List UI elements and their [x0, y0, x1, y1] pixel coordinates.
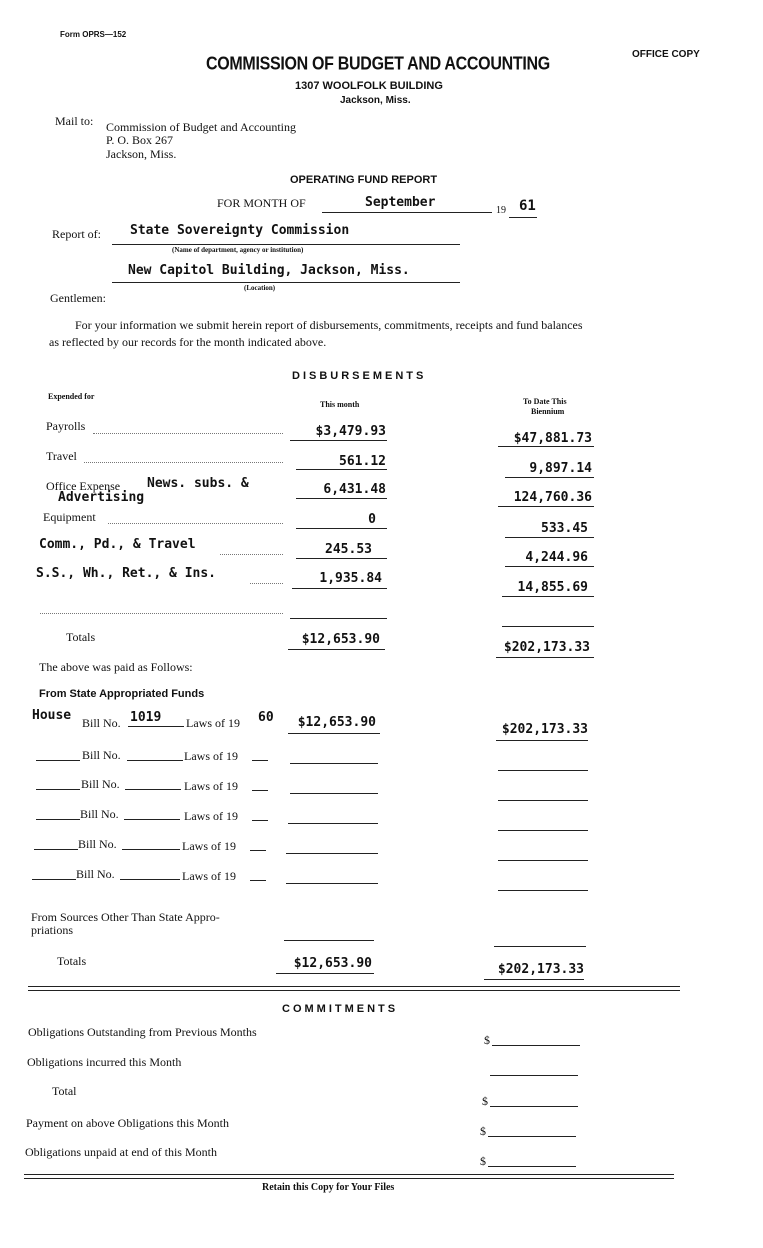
row-comm-label: Comm., Pd., & Travel — [39, 537, 196, 552]
office-copy-label: OFFICE COPY — [632, 49, 700, 60]
grand-totals-todate: $202,173.33 — [497, 962, 584, 977]
intro-line2: as reflected by our records for the month indicated above. — [49, 335, 327, 349]
laws-label-2: Laws of 19 — [184, 749, 238, 763]
row-comm-month: 245.53 — [325, 542, 372, 557]
agency-title: COMMISSION OF BUDGET AND ACCOUNTING — [206, 54, 550, 75]
col-this-month: This month — [320, 400, 360, 409]
location-name: New Capitol Building, Jackson, Miss. — [128, 263, 410, 278]
commit-row1-label: Obligations Outstanding from Previous Months — [28, 1025, 257, 1039]
retain-copy-note: Retain this Copy for Your Files — [262, 1182, 395, 1193]
row-ss-month: 1,935.84 — [319, 571, 382, 586]
location-caption: (Location) — [244, 284, 276, 292]
paid-as-follows: The above was paid as Follows: — [39, 660, 193, 674]
bill-label-1: Bill No. — [82, 716, 121, 730]
row-equipment-label: Equipment — [43, 510, 96, 524]
greeting: Gentlemen: — [50, 291, 106, 305]
bill-label-5: Bill No. — [78, 837, 117, 851]
commit-row4-dollar: $ — [480, 1124, 486, 1138]
grand-totals-month: $12,653.90 — [293, 956, 372, 971]
mail-to-line1: Commission of Budget and Accounting — [106, 120, 296, 134]
mail-to-line3: Jackson, Miss. — [106, 147, 177, 161]
totals-label: Totals — [66, 630, 96, 644]
report-year: 61 — [519, 198, 536, 214]
report-month: September — [365, 195, 436, 210]
from-state-funds: From State Appropriated Funds — [39, 688, 205, 700]
month-label: FOR MONTH OF — [217, 196, 306, 210]
commit-row5-dollar: $ — [480, 1154, 486, 1168]
row-office-label: Office Expense — [46, 479, 121, 493]
row-travel-label: Travel — [46, 449, 77, 463]
form-number: Form OPRS—152 — [60, 30, 127, 39]
mail-to-label: Mail to: — [55, 114, 94, 128]
row-payrolls-todate: $47,881.73 — [513, 431, 592, 446]
building-address: 1307 WOOLFOLK BUILDING — [295, 80, 443, 92]
bill-house: House — [32, 708, 72, 723]
bill-label-4: Bill No. — [80, 807, 119, 821]
row-travel-month: 561.12 — [339, 454, 386, 469]
intro-line1: For your information we submit herein report of disbursements, commitments, receipts and fund balances — [75, 318, 583, 332]
totals-todate: $202,173.33 — [503, 640, 590, 655]
report-of-label: Report of: — [52, 227, 101, 241]
bill-month: $12,653.90 — [297, 715, 376, 730]
commit-row4-label: Payment on above Obligations this Month — [26, 1116, 229, 1130]
commit-row5-label: Obligations unpaid at end of this Month — [25, 1145, 217, 1159]
row-ss-label: S.S., Wh., Ret., & Ins. — [36, 566, 217, 581]
mail-to-line2: P. O. Box 267 — [106, 133, 174, 147]
department-caption: (Name of department, agency or institution) — [172, 246, 304, 254]
totals-month: $12,653.90 — [301, 632, 380, 647]
row-ss-todate: 14,855.69 — [517, 580, 588, 595]
row-comm-todate: 4,244.96 — [525, 550, 588, 565]
bill-number: 1019 — [130, 710, 162, 725]
bill-label-6: Bill No. — [76, 867, 115, 881]
commit-row3-label: Total — [52, 1084, 77, 1098]
laws-label-6: Laws of 19 — [182, 869, 236, 883]
city: Jackson, Miss. — [340, 95, 411, 106]
row-equipment-month: 0 — [368, 512, 376, 527]
expended-for-label: Expended for — [48, 392, 95, 401]
disbursements-heading: DISBURSEMENTS — [292, 370, 427, 382]
commit-row3-dollar: $ — [482, 1094, 488, 1108]
laws-label-1: Laws of 19 — [186, 716, 240, 730]
row-equipment-todate: 533.45 — [541, 521, 588, 536]
laws-label-3: Laws of 19 — [184, 779, 238, 793]
bill-label-2: Bill No. — [82, 748, 121, 762]
department-name: State Sovereignty Commission — [130, 223, 350, 238]
row-travel-todate: 9,897.14 — [529, 461, 592, 476]
row-office-month: 6,431.48 — [323, 482, 386, 497]
report-title: OPERATING FUND REPORT — [290, 174, 438, 186]
commitments-heading: COMMITMENTS — [282, 1003, 399, 1015]
year-prefix: 19 — [496, 205, 506, 216]
row-office-extra2: Advertising — [58, 490, 145, 505]
col-to-date-2: Biennium — [531, 407, 565, 416]
col-to-date-1: To Date This — [523, 397, 567, 406]
other-sources-1: From Sources Other Than State Appro- — [31, 910, 220, 924]
other-sources-2: priations — [31, 923, 73, 937]
commit-row2-label: Obligations incurred this Month — [27, 1055, 182, 1069]
row-payrolls-month: $3,479.93 — [315, 424, 386, 439]
bill-todate: $202,173.33 — [501, 722, 588, 737]
row-payrolls-label: Payrolls — [46, 419, 86, 433]
row-office-todate: 124,760.36 — [513, 490, 592, 505]
grand-totals-label: Totals — [57, 954, 87, 968]
commit-row1-dollar: $ — [484, 1033, 490, 1047]
row-office-extra: News. subs. & — [147, 476, 249, 491]
laws-label-5: Laws of 19 — [182, 839, 236, 853]
laws-year: 60 — [258, 710, 274, 725]
bill-label-3: Bill No. — [81, 777, 120, 791]
laws-label-4: Laws of 19 — [184, 809, 238, 823]
